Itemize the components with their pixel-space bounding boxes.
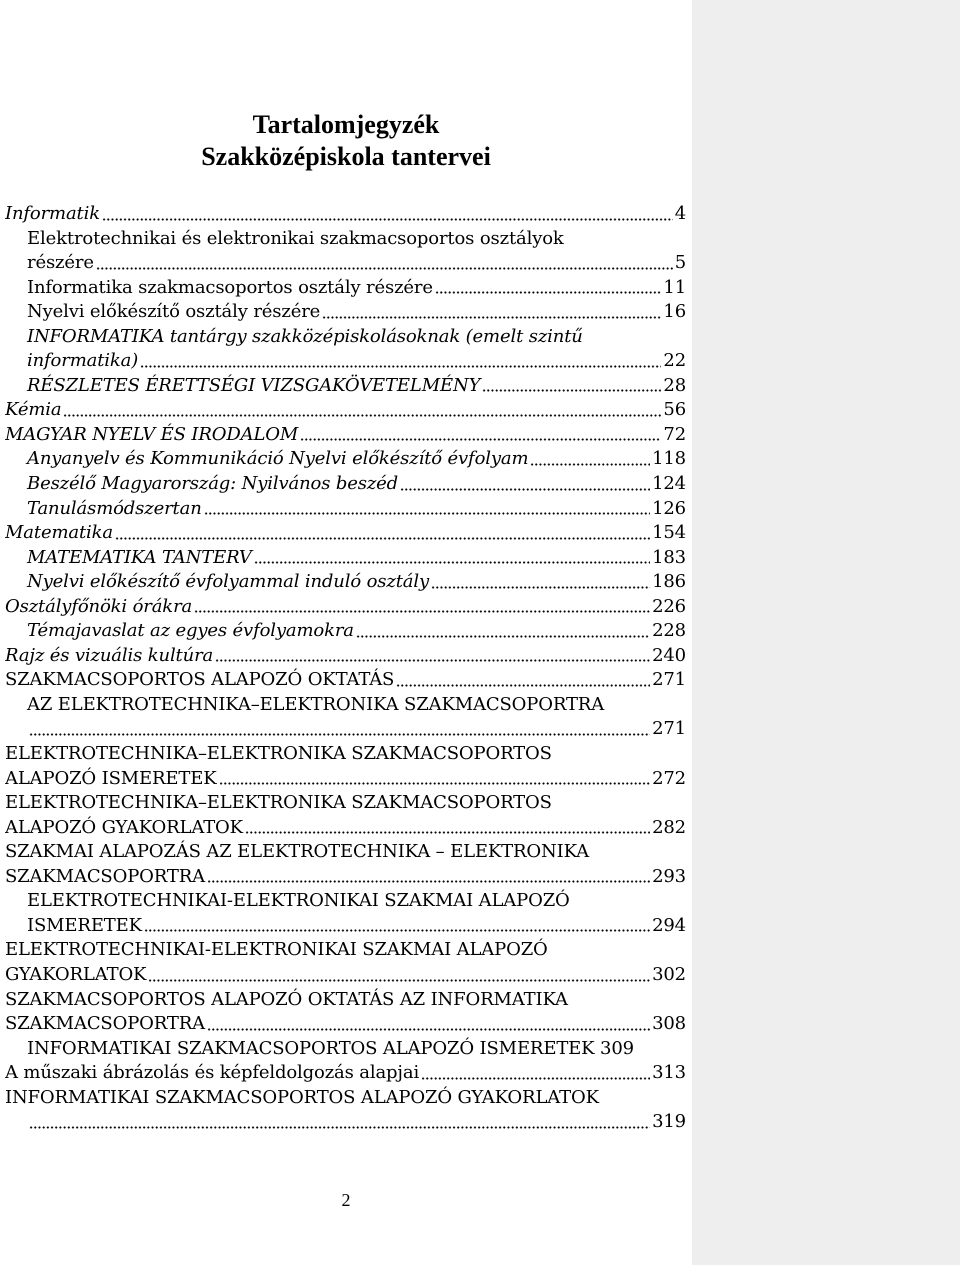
toc-entry-line[interactable] bbox=[5, 1061, 686, 1086]
toc-page-number: 308 bbox=[652, 1013, 686, 1035]
toc-entry-text: Kémia bbox=[5, 399, 62, 421]
toc-entry-line[interactable] bbox=[5, 546, 686, 571]
dot-leader bbox=[194, 610, 650, 613]
dot-leader bbox=[219, 782, 651, 785]
toc-page-number: 124 bbox=[652, 473, 686, 495]
toc-entry-text: Témajavaslat az egyes évfolyamokra bbox=[27, 620, 354, 642]
toc-entry-line[interactable] bbox=[5, 693, 686, 718]
table-of-contents bbox=[5, 202, 686, 1135]
toc-entry-line[interactable] bbox=[5, 1037, 686, 1062]
toc-entry-line[interactable] bbox=[5, 963, 686, 988]
toc-entry-text: Nyelvi előkészítő osztály részére bbox=[27, 301, 321, 323]
dot-leader bbox=[63, 414, 661, 417]
toc-entry-text: SZAKMACSOPORTOS ALAPOZÓ OKTATÁS AZ INFORMATIKA bbox=[5, 988, 568, 1010]
toc-page-number: 313 bbox=[652, 1062, 686, 1084]
margin-panel bbox=[692, 0, 960, 1265]
dot-leader bbox=[482, 389, 661, 392]
toc-entry-line[interactable] bbox=[5, 840, 686, 865]
toc-page-number: 271 bbox=[652, 718, 686, 740]
toc-entry-line[interactable] bbox=[5, 816, 686, 841]
toc-entry-line[interactable] bbox=[5, 988, 686, 1013]
toc-entry-line[interactable] bbox=[5, 1012, 686, 1037]
dot-leader bbox=[140, 365, 661, 368]
toc-entry-text: INFORMATIKAI SZAKMACSOPORTOS ALAPOZÓ ISMERETEK 309 bbox=[27, 1037, 634, 1059]
toc-entry-text: Informatika szakmacsoportos osztály részére bbox=[27, 276, 433, 298]
dot-leader bbox=[300, 438, 661, 441]
toc-entry-line[interactable] bbox=[5, 251, 686, 276]
toc-page-number: 72 bbox=[663, 423, 686, 445]
toc-page-number: 282 bbox=[652, 816, 686, 838]
dot-leader bbox=[215, 659, 650, 662]
toc-entry-line[interactable] bbox=[5, 914, 686, 939]
dot-leader bbox=[356, 635, 650, 638]
dot-leader bbox=[102, 218, 673, 221]
toc-page-number: 154 bbox=[652, 522, 686, 544]
dot-leader bbox=[207, 880, 650, 883]
toc-entry-line[interactable] bbox=[5, 374, 686, 399]
toc-page-number: 4 bbox=[674, 203, 686, 224]
toc-entry-line[interactable] bbox=[5, 521, 686, 546]
toc-page-number: 319 bbox=[652, 1111, 686, 1133]
toc-entry-line[interactable] bbox=[5, 227, 686, 252]
toc-entry-line[interactable] bbox=[5, 767, 686, 792]
toc-entry-line[interactable] bbox=[5, 1110, 686, 1135]
toc-entry-line[interactable] bbox=[5, 325, 686, 350]
toc-page-number: 11 bbox=[663, 276, 686, 298]
dot-leader bbox=[29, 733, 650, 736]
toc-page-number: 56 bbox=[663, 399, 686, 421]
dot-leader bbox=[148, 979, 650, 982]
toc-entry-line[interactable] bbox=[5, 668, 686, 693]
toc-entry-line[interactable] bbox=[5, 865, 686, 890]
toc-entry-text: ELEKTROTECHNIKA–ELEKTRONIKA SZAKMACSOPORTOS bbox=[5, 743, 552, 765]
toc-entry-text: MATEMATIKA TANTERV bbox=[27, 546, 252, 568]
toc-entry-line[interactable] bbox=[5, 742, 686, 767]
toc-entry-line[interactable] bbox=[5, 349, 686, 374]
toc-page-number: 226 bbox=[652, 595, 686, 617]
toc-entry-text: ALAPOZÓ ISMERETEK bbox=[5, 767, 217, 789]
toc-entry-line[interactable] bbox=[5, 1086, 686, 1111]
toc-page-number: 28 bbox=[663, 374, 686, 396]
toc-page-number: 293 bbox=[652, 865, 686, 887]
toc-entry-line[interactable] bbox=[5, 595, 686, 620]
toc-entry-text: Anyanyelv és Kommunikáció Nyelvi előkészítő évfolyam bbox=[27, 448, 529, 470]
toc-entry-text: SZAKMACSOPORTRA bbox=[5, 1013, 205, 1035]
toc-entry-line[interactable] bbox=[5, 276, 686, 301]
dot-leader bbox=[431, 586, 650, 589]
toc-entry-text: informatika) bbox=[27, 350, 139, 372]
toc-page-number: 228 bbox=[652, 620, 686, 642]
toc-entry-line[interactable] bbox=[5, 791, 686, 816]
toc-page-number: 186 bbox=[652, 571, 686, 593]
dot-leader bbox=[400, 488, 650, 491]
toc-entry-text: AZ ELEKTROTECHNIKA–ELEKTRONIKA SZAKMACSOPORTRA bbox=[27, 693, 605, 715]
toc-entry-line[interactable] bbox=[5, 717, 686, 742]
dot-leader bbox=[421, 1077, 650, 1080]
toc-entry-text: ELEKTROTECHNIKAI-ELEKTRONIKAI SZAKMAI ALAPOZÓ bbox=[27, 890, 570, 912]
toc-entry-text: Matematika bbox=[5, 522, 113, 544]
toc-entry-text: ALAPOZÓ GYAKORLATOK bbox=[5, 816, 243, 838]
toc-page-number: 22 bbox=[663, 350, 686, 372]
dot-leader bbox=[144, 929, 650, 932]
toc-entry-text: Elektrotechnikai és elektronikai szakmacsoportos osztályok bbox=[27, 227, 564, 249]
toc-title: Tartalomjegyzék bbox=[252, 110, 440, 139]
dot-leader bbox=[115, 537, 650, 540]
toc-entry-text: Tanulásmódszertan bbox=[27, 497, 202, 519]
toc-entry-text: MAGYAR NYELV ÉS IRODALOM bbox=[5, 423, 299, 445]
toc-entry-text: ELEKTROTECHNIKAI-ELEKTRONIKAI SZAKMAI ALAPOZÓ bbox=[5, 939, 548, 961]
toc-entry-line[interactable] bbox=[5, 938, 686, 963]
toc-page-number: 302 bbox=[652, 963, 686, 985]
toc-entry-line[interactable] bbox=[5, 570, 686, 595]
toc-entry-line[interactable] bbox=[5, 423, 686, 448]
toc-page-number: 5 bbox=[674, 252, 686, 274]
toc-entry-text: részére bbox=[27, 252, 94, 274]
dot-leader bbox=[435, 291, 662, 294]
dot-leader bbox=[396, 684, 650, 687]
dot-leader bbox=[207, 1028, 650, 1031]
toc-entry-line[interactable] bbox=[5, 889, 686, 914]
toc-entry-text: ISMERETEK bbox=[27, 914, 142, 936]
toc-entry-text: Beszélő Magyarország: Nyilvános beszéd bbox=[27, 473, 399, 495]
toc-entry-text: SZAKMACSOPORTOS ALAPOZÓ OKTATÁS bbox=[5, 669, 395, 691]
toc-entry-text: INFORMATIKA tantárgy szakközépiskolásoknak (emelt szintű bbox=[27, 325, 583, 347]
toc-entry-line[interactable] bbox=[5, 619, 686, 644]
dot-leader bbox=[322, 316, 661, 319]
toc-entry-text: Informatik bbox=[5, 203, 101, 224]
dot-leader bbox=[254, 561, 650, 564]
dot-leader bbox=[29, 1126, 650, 1129]
toc-entry-text: SZAKMACSOPORTRA bbox=[5, 865, 205, 887]
toc-entry-text: GYAKORLATOK bbox=[5, 963, 147, 985]
toc-entry-line[interactable] bbox=[5, 398, 686, 423]
dot-leader bbox=[245, 831, 650, 834]
toc-entry-text: INFORMATIKAI SZAKMACSOPORTOS ALAPOZÓ GYAKORLATOK bbox=[5, 1086, 599, 1108]
dot-leader bbox=[96, 267, 673, 270]
toc-entry-text: SZAKMAI ALAPOZÁS AZ ELEKTROTECHNIKA – ELEKTRONIKA bbox=[5, 841, 590, 863]
toc-entry-line[interactable] bbox=[5, 644, 686, 669]
toc-page-number: 126 bbox=[652, 497, 686, 519]
toc-entry-line[interactable] bbox=[5, 447, 686, 472]
toc-subtitle: Szakközépiskola tantervei bbox=[201, 142, 491, 171]
toc-entry-text: RÉSZLETES ÉRETTSÉGI VIZSGAKÖVETELMÉNY bbox=[27, 374, 481, 396]
dot-leader bbox=[204, 512, 650, 515]
toc-page-number: 16 bbox=[663, 301, 686, 323]
toc-entry-text: Osztályfőnöki órákra bbox=[5, 595, 193, 617]
toc-page-number: 183 bbox=[652, 546, 686, 568]
toc-entry-text: Rajz és vizuális kultúra bbox=[5, 644, 214, 666]
toc-entry-text: ELEKTROTECHNIKA–ELEKTRONIKA SZAKMACSOPORTOS bbox=[5, 792, 552, 814]
toc-entry-line[interactable] bbox=[5, 300, 686, 325]
page-number: 2 bbox=[341, 1190, 351, 1210]
toc-entry-line[interactable] bbox=[5, 472, 686, 497]
toc-page-number: 271 bbox=[652, 669, 686, 691]
toc-entry-line[interactable] bbox=[5, 202, 686, 227]
toc-page-number: 240 bbox=[652, 644, 686, 666]
dot-leader bbox=[530, 463, 650, 466]
toc-page-number: 294 bbox=[652, 914, 686, 936]
toc-entry-text: A műszaki ábrázolás és képfeldolgozás alapjai bbox=[5, 1062, 420, 1084]
toc-page-number: 272 bbox=[652, 767, 686, 789]
toc-entry-line[interactable] bbox=[5, 497, 686, 522]
toc-page-number: 118 bbox=[652, 448, 686, 470]
toc-entry-text: Nyelvi előkészítő évfolyammal induló osztály bbox=[27, 571, 430, 593]
